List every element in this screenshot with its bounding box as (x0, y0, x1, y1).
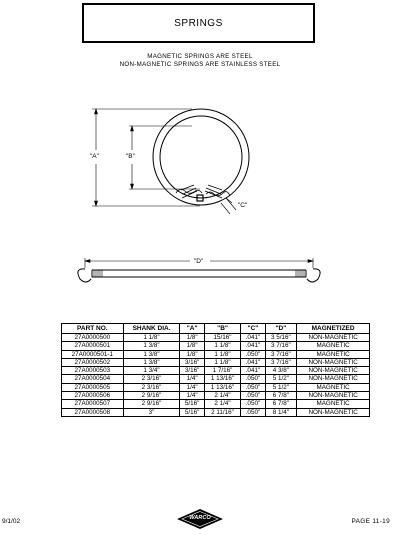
cell-shank-dia: 1 3/4" (123, 367, 180, 375)
header-b: "B" (204, 324, 240, 334)
table-body (62, 334, 370, 417)
revision-date: 9/1/02 (2, 518, 21, 525)
cell-a: 1/4" (180, 392, 204, 400)
cell-b: 2 1/4" (204, 400, 240, 408)
table-header-row (62, 324, 370, 334)
cell-c: .041" (241, 367, 265, 375)
cell-part-no: 27A0000501 (62, 342, 124, 350)
cell-d: 3 7/16" (265, 350, 297, 358)
cell-magnetized: MAGNETIC (297, 350, 370, 358)
cell-c: .041" (241, 358, 265, 366)
cell-magnetized: NON-MAGNETIC (297, 375, 370, 383)
cell-b: 1 13/16" (204, 383, 240, 391)
cell-shank-dia: 1 3/8" (123, 350, 180, 358)
header-magnetized: MAGNETIZED (297, 324, 370, 334)
cell-part-no: 27A0000505 (62, 383, 124, 391)
cell-c: .041" (241, 334, 265, 342)
cell-shank-dia: 1 3/8" (123, 342, 180, 350)
header-d: "D" (265, 324, 297, 334)
cell-shank-dia: 1 1/8" (123, 334, 180, 342)
cell-d: 4 3/8" (265, 367, 297, 375)
cell-d: 5 1/2" (265, 383, 297, 391)
cell-shank-dia: 2 3/16" (123, 383, 180, 391)
springs-parts-table (61, 323, 370, 417)
cell-c: .050" (241, 383, 265, 391)
table-row (62, 400, 370, 408)
cell-c: .050" (241, 375, 265, 383)
cell-part-no: 27A0000501-1 (62, 350, 124, 358)
dimension-c-label: "C" (238, 202, 248, 209)
cell-a: 3/16" (180, 367, 204, 375)
cell-b: 1 1/8" (204, 358, 240, 366)
cell-magnetized: MAGNETIC (297, 342, 370, 350)
cell-c: .050" (241, 408, 265, 416)
page-number: PAGE 11-19 (351, 518, 390, 525)
cell-b: 1 1/8" (204, 350, 240, 358)
cell-shank-dia: 3" (123, 408, 180, 416)
header-part-no: PART NO. (62, 324, 124, 334)
table-row (62, 350, 370, 358)
page-title: SPRINGS (174, 17, 223, 29)
cell-d: 6 7/8" (265, 392, 297, 400)
cell-c: .050" (241, 392, 265, 400)
table-row (62, 383, 370, 391)
cell-magnetized: NON-MAGNETIC (297, 358, 370, 366)
note-magnetic: MAGNETIC SPRINGS ARE STEEL (147, 53, 253, 60)
cell-c: .050" (241, 400, 265, 408)
cell-d: 6 7/8" (265, 400, 297, 408)
cell-c: .050" (241, 350, 265, 358)
cell-magnetized: NON-MAGNETIC (297, 334, 370, 342)
cell-b: 1 7/16" (204, 367, 240, 375)
cell-b: 2 1/4" (204, 392, 240, 400)
cell-shank-dia: 1 3/8" (123, 358, 180, 366)
cell-part-no: 27A0000503 (62, 367, 124, 375)
cell-shank-dia: 2 9/16" (123, 400, 180, 408)
cell-b: 2 11/16" (204, 408, 240, 416)
table-row (62, 375, 370, 383)
cell-a: 1/8" (180, 350, 204, 358)
table-row (62, 392, 370, 400)
cell-magnetized: NON-MAGNETIC (297, 408, 370, 416)
cell-b: 15/16" (204, 334, 240, 342)
dimension-b-label: "B" (126, 153, 135, 160)
dimension-a-label: "A" (90, 153, 99, 160)
cell-shank-dia: 2 9/16" (123, 392, 180, 400)
cell-part-no: 27A0000500 (62, 334, 124, 342)
cell-d: 3 5/16" (265, 334, 297, 342)
cell-a: 1/8" (180, 342, 204, 350)
cell-a: 5/16" (180, 400, 204, 408)
cell-d: 3 7/16" (265, 358, 297, 366)
note-non-magnetic: NON-MAGNETIC SPRINGS ARE STAINLESS STEEL (119, 61, 281, 68)
logo-text: WARCO (189, 515, 211, 521)
cell-a: 1/4" (180, 383, 204, 391)
cell-shank-dia: 2 3/16" (123, 375, 180, 383)
cell-d: 8 1/4" (265, 408, 297, 416)
cell-a: 3/16" (180, 358, 204, 366)
cell-part-no: 27A0000502 (62, 358, 124, 366)
cell-part-no: 27A0000507 (62, 400, 124, 408)
table-row (62, 367, 370, 375)
header-c: "C" (241, 324, 265, 334)
table-row (62, 334, 370, 342)
cell-magnetized: MAGNETIC (297, 383, 370, 391)
header-shank-dia: SHANK DIA. (123, 324, 180, 334)
table-row (62, 408, 370, 416)
dimension-d-label: "D" (194, 258, 204, 265)
table-row (62, 358, 370, 366)
header-a: "A" (180, 324, 204, 334)
warco-logo (176, 508, 224, 530)
cell-b: 1 1/8" (204, 342, 240, 350)
cell-part-no: 27A0000506 (62, 392, 124, 400)
cell-magnetized: MAGNETIC (297, 400, 370, 408)
cell-part-no: 27A0000504 (62, 375, 124, 383)
cell-d: 5 1/2" (265, 375, 297, 383)
cell-b: 1 13/16" (204, 375, 240, 383)
cell-part-no: 27A0000508 (62, 408, 124, 416)
cell-c: .041" (241, 342, 265, 350)
cell-magnetized: NON-MAGNETIC (297, 367, 370, 375)
cell-a: 1/4" (180, 375, 204, 383)
cell-d: 3 7/16" (265, 342, 297, 350)
table-row (62, 342, 370, 350)
cell-magnetized: NON-MAGNETIC (297, 392, 370, 400)
cell-a: 1/8" (180, 334, 204, 342)
cell-a: 5/16" (180, 408, 204, 416)
